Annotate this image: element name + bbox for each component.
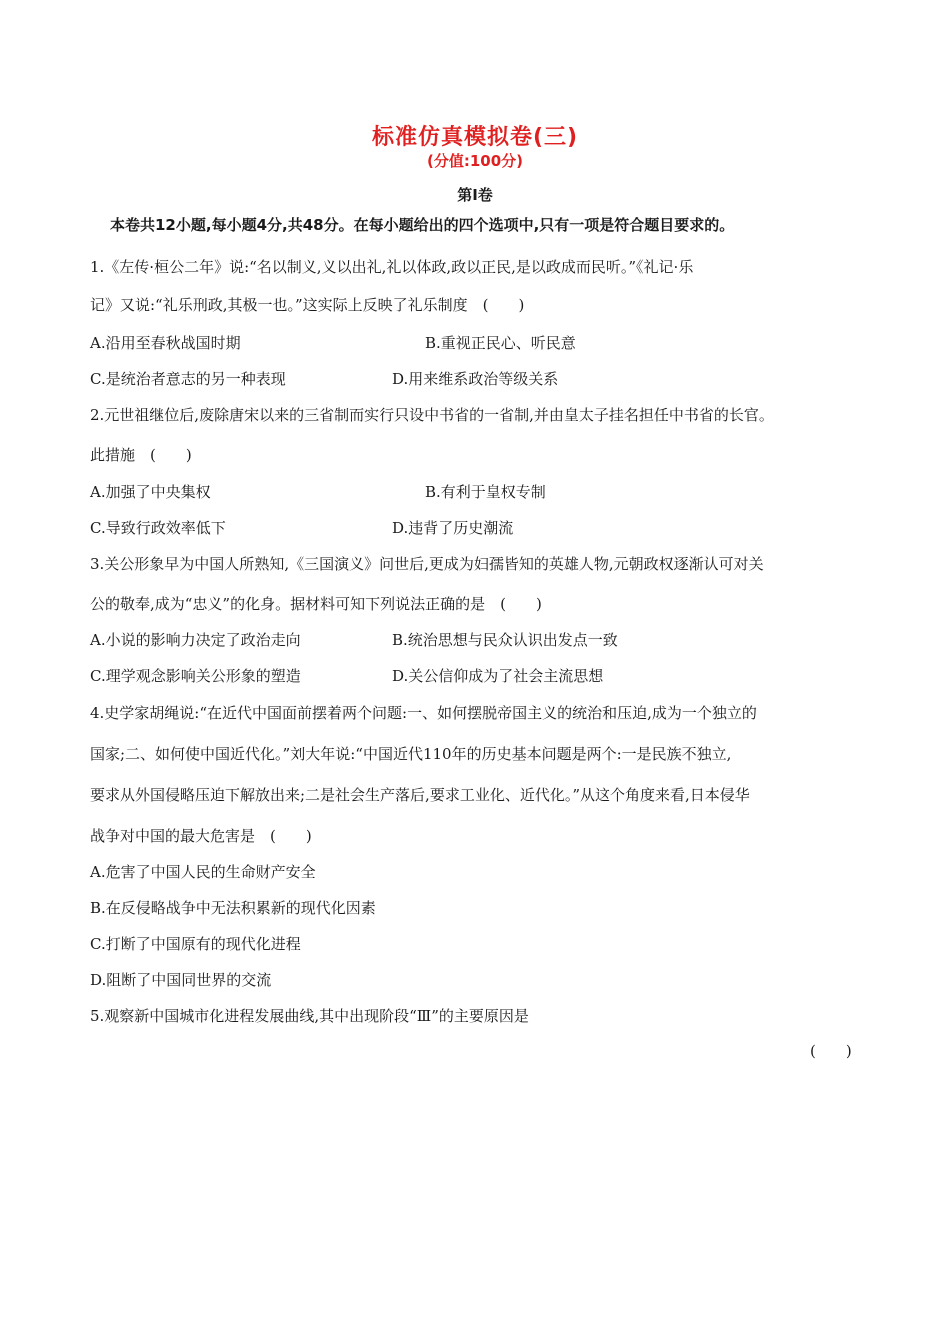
q2-option-a: A.加强了中央集权 [90,483,211,501]
q4-stem-line3: 要求从外国侵略压迫下解放出来;二是社会生产落后,要求工业化、近代化。”从这个角度来看,日本侵华 [90,786,750,804]
q2-stem-line1: 2.元世祖继位后,废除唐宋以来的三省制而实行只设中书省的一省制,并由皇太子挂名担任中书省的长官。 [90,406,774,424]
q5-stem-line1: 5.观察新中国城市化进程发展曲线,其中出现阶段“Ⅲ”的主要原因是 [90,1007,529,1025]
q1-option-d: D.用来维系政治等级关系 [392,370,559,388]
q1-option-a: A.沿用至春秋战国时期 [90,334,241,352]
q1-option-b: B.重视正民心、听民意 [425,334,576,352]
score-label: (分值:100分) [426,152,524,170]
q3-stem-line2: 公的敬奉,成为“忠义”的化身。据材料可知下列说法正确的是 ( ) [90,595,542,613]
q4-option-d: D.阻断了中国同世界的交流 [90,971,272,989]
page-title: 标准仿真模拟卷(三) [371,125,579,150]
q3-option-a: A.小说的影响力决定了政治走向 [90,631,301,649]
instructions: 本卷共12小题,每小题4分,共48分。在每小题给出的四个选项中,只有一项是符合题目要求的。 [110,216,735,234]
q3-stem-line1: 3.关公形象早为中国人所熟知,《三国演义》问世后,更成为妇孺皆知的英雄人物,元朝政权逐渐认可对关 [90,555,764,573]
q4-stem-line1: 4.史学家胡绳说:“在近代中国面前摆着两个问题:一、如何摆脱帝国主义的统治和压迫,成为一个独立的 [90,704,757,722]
q4-option-a: A.危害了中国人民的生命财产安全 [90,863,316,881]
q2-option-d: D.违背了历史潮流 [392,519,514,537]
q1-stem-line1: 1.《左传·桓公二年》说:“名以制义,义以出礼,礼以体政,政以正民,是以政成而民听。”《礼记·乐 [90,258,694,276]
q2-stem-line2: 此措施 ( ) [90,446,192,464]
q4-stem-line4: 战争对中国的最大危害是 ( ) [90,827,312,845]
q2-option-c: C.导致行政效率低下 [90,519,226,537]
q2-option-b: B.有利于皇权专制 [425,483,546,501]
section-heading: 第Ⅰ卷 [457,186,493,204]
q3-option-d: D.关公信仰成为了社会主流思想 [392,667,604,685]
q4-stem-line2: 国家;二、如何使中国近代化。”刘大年说:“中国近代110年的历史基本问题是两个:一是民族不独立, [90,745,732,763]
q4-option-c: C.打断了中国原有的现代化进程 [90,935,301,953]
q5-answer-paren: ( ) [810,1042,852,1060]
q4-option-b: B.在反侵略战争中无法积累新的现代化因素 [90,899,376,917]
q1-stem-line2: 记》又说:“礼乐刑政,其极一也。”这实际上反映了礼乐制度 ( ) [90,296,525,314]
q1-option-c: C.是统治者意志的另一种表现 [90,370,286,388]
q3-option-b: B.统治思想与民众认识出发点一致 [392,631,618,649]
q3-option-c: C.理学观念影响关公形象的塑造 [90,667,301,685]
